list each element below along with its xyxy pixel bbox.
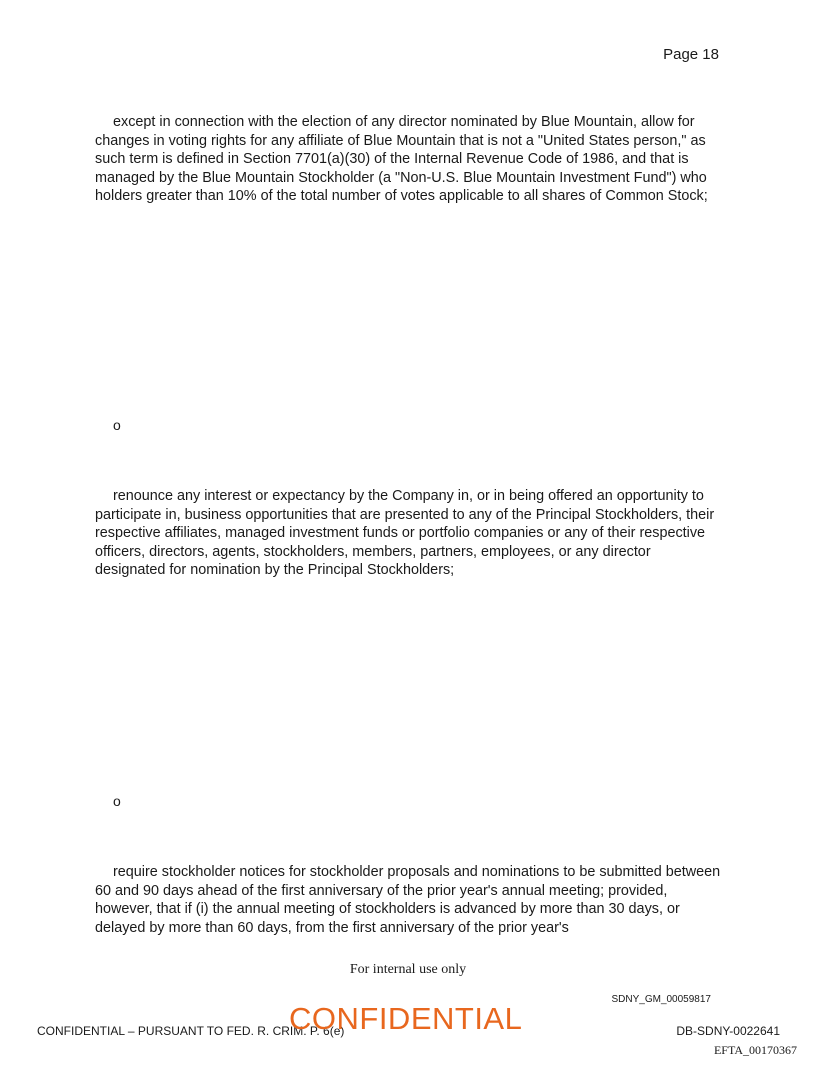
- bates-number-db: DB-SDNY-0022641: [676, 1024, 780, 1038]
- internal-use-notice: For internal use only: [349, 962, 467, 977]
- confidential-stamp: CONFIDENTIAL: [289, 1001, 523, 1036]
- bullet-marker: o: [113, 793, 121, 809]
- confidentiality-notice: CONFIDENTIAL – PURSUANT TO FED. R. CRIM. P. 6(e): [37, 1024, 345, 1038]
- body-paragraph-stockholder-notices: require stockholder notices for stockholder proposals and nominations to be submitted between 60 and 90 days ahead of the first anniversary of the prior year's annual meeting; provided, however, that if (i) the annual meeting of stockholders is advanced by more than 30 days, or delayed by more than 60 days, from the first anniversary of the prior year's: [95, 864, 721, 936]
- efta-number: EFTA_00170367: [713, 1043, 797, 1057]
- bullet-marker: o: [113, 417, 121, 433]
- bates-number-sdny: SDNY_GM_00059817: [611, 994, 711, 1005]
- body-paragraph-renounce-interest: renounce any interest or expectancy by the Company in, or in being offered an opportunity to participate in, business opportunities that are presented to any of the Principal Stockholders, their respective affiliates, managed investment funds or portfolio companies or any of their respective officers, directors, agents, stockholders, members, partners, employees, or any director designated for nomination by the Principal Stockholders;: [95, 488, 715, 579]
- body-paragraph-voting-rights: except in connection with the election of any director nominated by Blue Mountain, allow for changes in voting rights for any affiliate of Blue Mountain that is not a "United States person," as such term is defined in Section 7701(a)(30) of the Internal Revenue Code of 1986, and that is managed by the Blue Mountain Stockholder (a "Non-U.S. Blue Mountain Investment Fund") who holders greater than 10% of the total number of votes applicable to all shares of Common Stock;: [95, 114, 708, 205]
- page-number: Page 18: [663, 46, 719, 63]
